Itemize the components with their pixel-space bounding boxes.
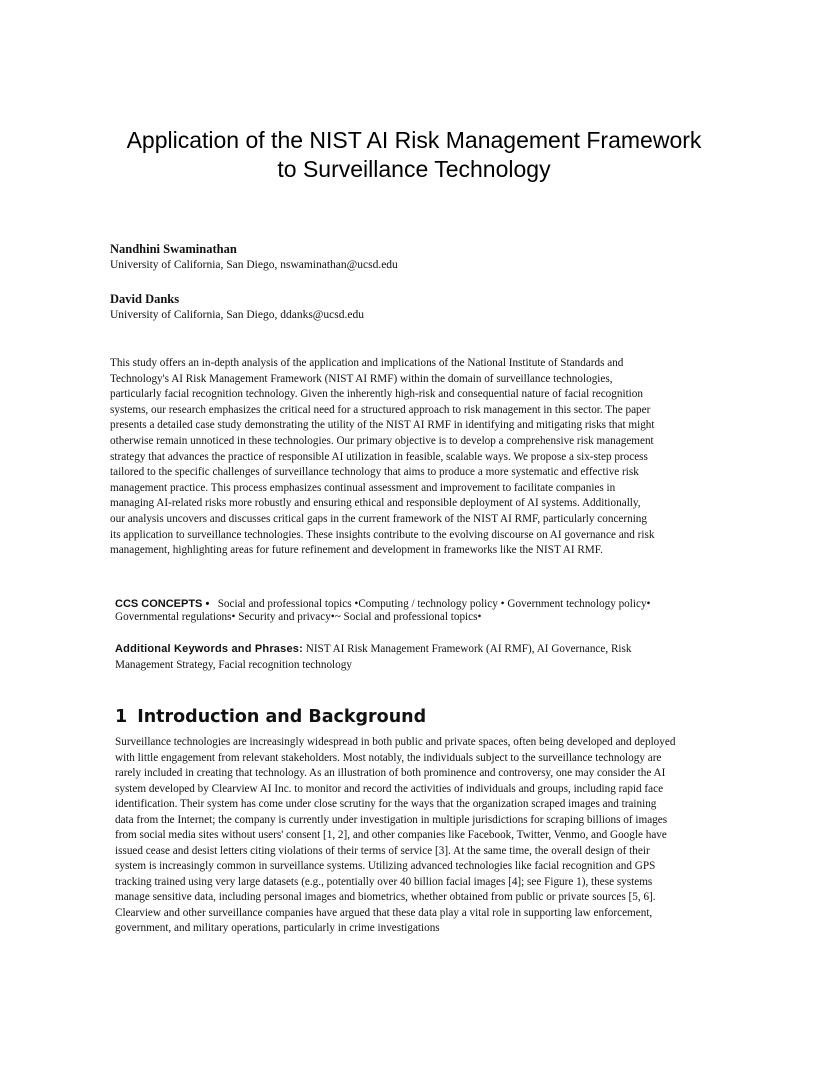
section-title: Introduction and Background xyxy=(137,707,427,727)
body-line: with little engagement from relevant stakeholders. Most notably, the individuals subject to the surveillance technology are xyxy=(115,751,662,764)
ccs-concepts xyxy=(115,598,715,624)
author-name: Nandhini Swaminathan xyxy=(110,242,237,256)
author-block xyxy=(110,241,398,273)
keywords-label: Additional Keywords and Phrases: xyxy=(115,643,303,655)
section-heading xyxy=(115,705,426,729)
abstract-line: particularly facial recognition technology. Given the inherently high-risk and consequential nature of facial recognition xyxy=(110,388,643,401)
paper-title xyxy=(60,126,768,184)
abstract-line: strategy that advances the practice of responsible AI utilization in feasible, scalable ways. We propose a six-step process xyxy=(110,450,648,463)
additional-keywords xyxy=(115,642,715,673)
abstract-line: our analysis uncovers and discusses critical gaps in the current framework of the NIST AI RMF, particularly concerning xyxy=(110,512,647,525)
body-line: Clearview and other surveillance companies have argued that these data play a vital role in supporting law enforcement, xyxy=(115,906,653,919)
title-line: to Surveillance Technology xyxy=(277,156,551,182)
body-line: identification. Their system has come under close scrutiny for the ways that the organization scraped images and training xyxy=(115,798,657,810)
body-line: system is increasingly common in surveillance systems. Utilizing advanced technologies like facial recognition and GPS xyxy=(115,860,656,872)
abstract-line: otherwise remain unnoticed in these technologies. Our primary objective is to develop a comprehensive risk management xyxy=(110,434,654,447)
ccs-text: Social and professional topics •Computing / technology policy • Government technology policy• xyxy=(217,598,651,610)
ccs-label: CCS CONCEPTS • xyxy=(115,598,210,610)
abstract-line: managing AI-related risks more robustly and ensuring ethical and responsible deployment of AI systems. Additionally, xyxy=(110,497,641,510)
abstract-line: presents a detailed case study demonstrating the utility of the NIST AI RMF in identifying and mitigating risks that might xyxy=(110,419,655,432)
abstract-line: tailored to the specific challenges of surveillance technology that aims to produce a more systematic and effective risk xyxy=(110,466,639,479)
section-number: 1 xyxy=(115,707,128,727)
author-affiliation: University of California, San Diego, nswaminathan@ucsd.edu xyxy=(110,259,398,271)
body-line: tracking trained using very large datasets (e.g., potentially over 40 billion facial images [4]; see Figure 1), these systems xyxy=(115,875,653,888)
section-body xyxy=(115,735,730,937)
abstract-line: management practice. This process emphasizes continual assessment and improvement to facilitate companies in xyxy=(110,481,616,494)
body-line: data from the Internet; the company is currently under investigation in multiple jurisdictions for scraping billions of images xyxy=(115,813,668,826)
ccs-text: Governmental regulations• Security and privacy•~ Social and professional topics• xyxy=(115,611,482,623)
body-line: issued cease and desist letters citing violations of their terms of service [3]. At the same time, the overall design of their xyxy=(115,844,650,857)
abstract-line: This study offers an in-depth analysis of the application and implications of the National Institute of Standards and xyxy=(110,357,624,369)
author-block xyxy=(110,291,364,323)
abstract xyxy=(110,356,715,559)
ccs-line xyxy=(115,598,715,611)
body-line: from social media sites without users' consent [1, 2], and other companies like Facebook, Twitter, Venmo, and Google have xyxy=(115,829,667,841)
abstract-line: its application to surveillance technologies. These insights contribute to the evolving discourse on AI governance and risk xyxy=(110,528,655,541)
body-line: manage sensitive data, including personal images and biometrics, whether obtained from public or private sources [5, 6]. xyxy=(115,891,656,903)
body-line: Surveillance technologies are increasingly widespread in both public and private spaces, often being developed and deployed xyxy=(115,736,676,748)
abstract-line: management, highlighting areas for future refinement and development in frameworks like the NIST AI RMF. xyxy=(110,544,603,557)
title-line: Application of the NIST AI Risk Management Framework xyxy=(126,127,702,153)
abstract-line: systems, our research emphasizes the critical need for a structured approach to risk management in this sector. The paper xyxy=(110,403,651,416)
keywords-text: NIST AI Risk Management Framework (AI RMF), AI Governance, Risk xyxy=(305,643,632,655)
body-line: system developed by Clearview AI Inc. to monitor and record the activities of individuals and groups, including rapid face xyxy=(115,782,664,795)
keywords-text: Management Strategy, Facial recognition technology xyxy=(115,658,352,671)
abstract-line: Technology's AI Risk Management Framework (NIST AI RMF) within the domain of surveillance technologies, xyxy=(110,372,613,385)
author-name: David Danks xyxy=(110,292,180,306)
body-line: government, and military operations, particularly in crime investigations xyxy=(115,922,440,934)
body-line: rarely included in creating that technology. As an illustration of both prominence and controversy, one may consider the AI xyxy=(115,767,666,779)
author-affiliation: University of California, San Diego, ddanks@ucsd.edu xyxy=(110,309,364,321)
keywords-line xyxy=(115,642,715,658)
